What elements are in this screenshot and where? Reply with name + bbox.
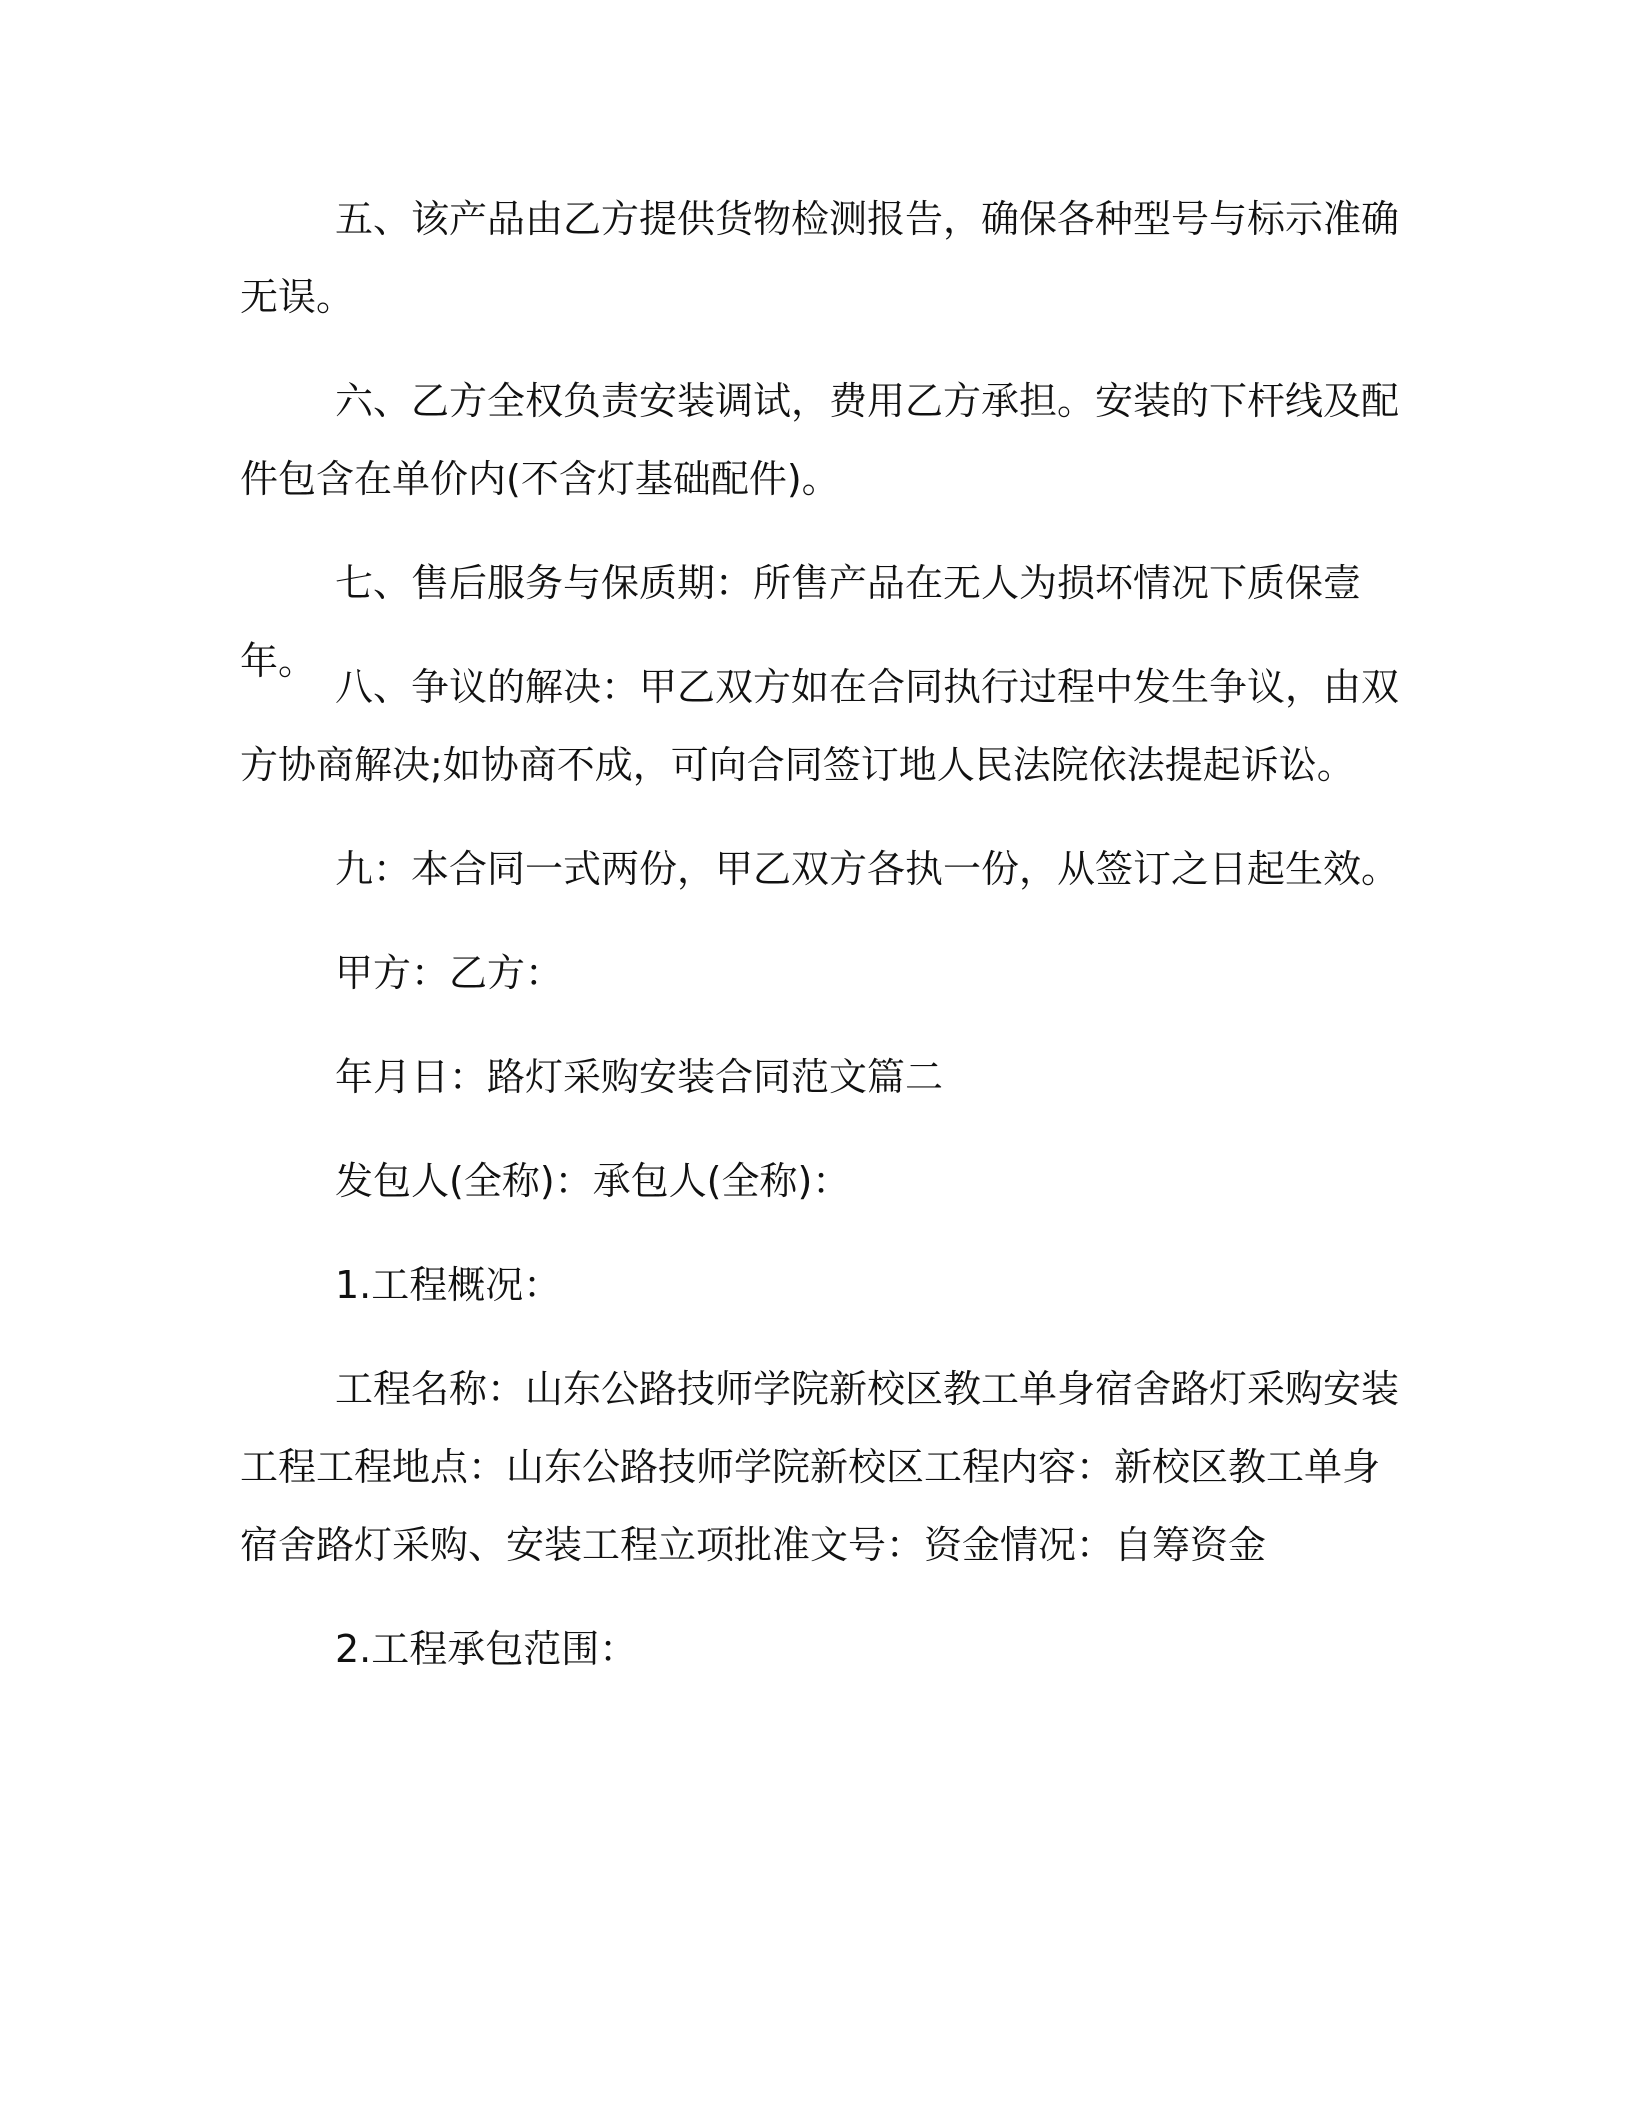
contracting-parties: 发包人(全称)：承包人(全称)：	[335, 1159, 851, 1203]
clause-8: 八、争议的解决：甲乙双方如在合同执行过程中发生争议，由双方协商解决;如协商不成，可向合同签订地人民法院依法提起诉讼。	[240, 665, 1400, 787]
clause-9: 九：本合同一式两份，甲乙双方各执一份，从签订之日起生效。	[335, 847, 1400, 891]
signature-parties: 甲方：乙方：	[335, 951, 564, 995]
project-details: 工程名称：山东公路技师学院新校区教工单身宿舍路灯采购安装工程工程地点：山东公路技师学院新校区工程内容：新校区教工单身宿舍路灯采购、安装工程立项批准文号：资金情况：自筹资金	[240, 1367, 1400, 1567]
clause-5: 五、该产品由乙方提供货物检测报告，确保各种型号与标示准确无误。	[240, 197, 1400, 319]
section-project-scope: 2.工程承包范围：	[335, 1627, 638, 1671]
clause-7: 七、售后服务与保质期：所售产品在无人为损坏情况下质保壹年。	[240, 561, 1362, 683]
clause-6: 六、乙方全权负责安装调试，费用乙方承担。安装的下杆线及配件包含在单价内(不含灯基础配件)。	[240, 379, 1400, 501]
section-project-overview: 1.工程概况：	[335, 1263, 562, 1307]
date-and-title: 年月日：路灯采购安装合同范文篇二	[335, 1055, 944, 1099]
